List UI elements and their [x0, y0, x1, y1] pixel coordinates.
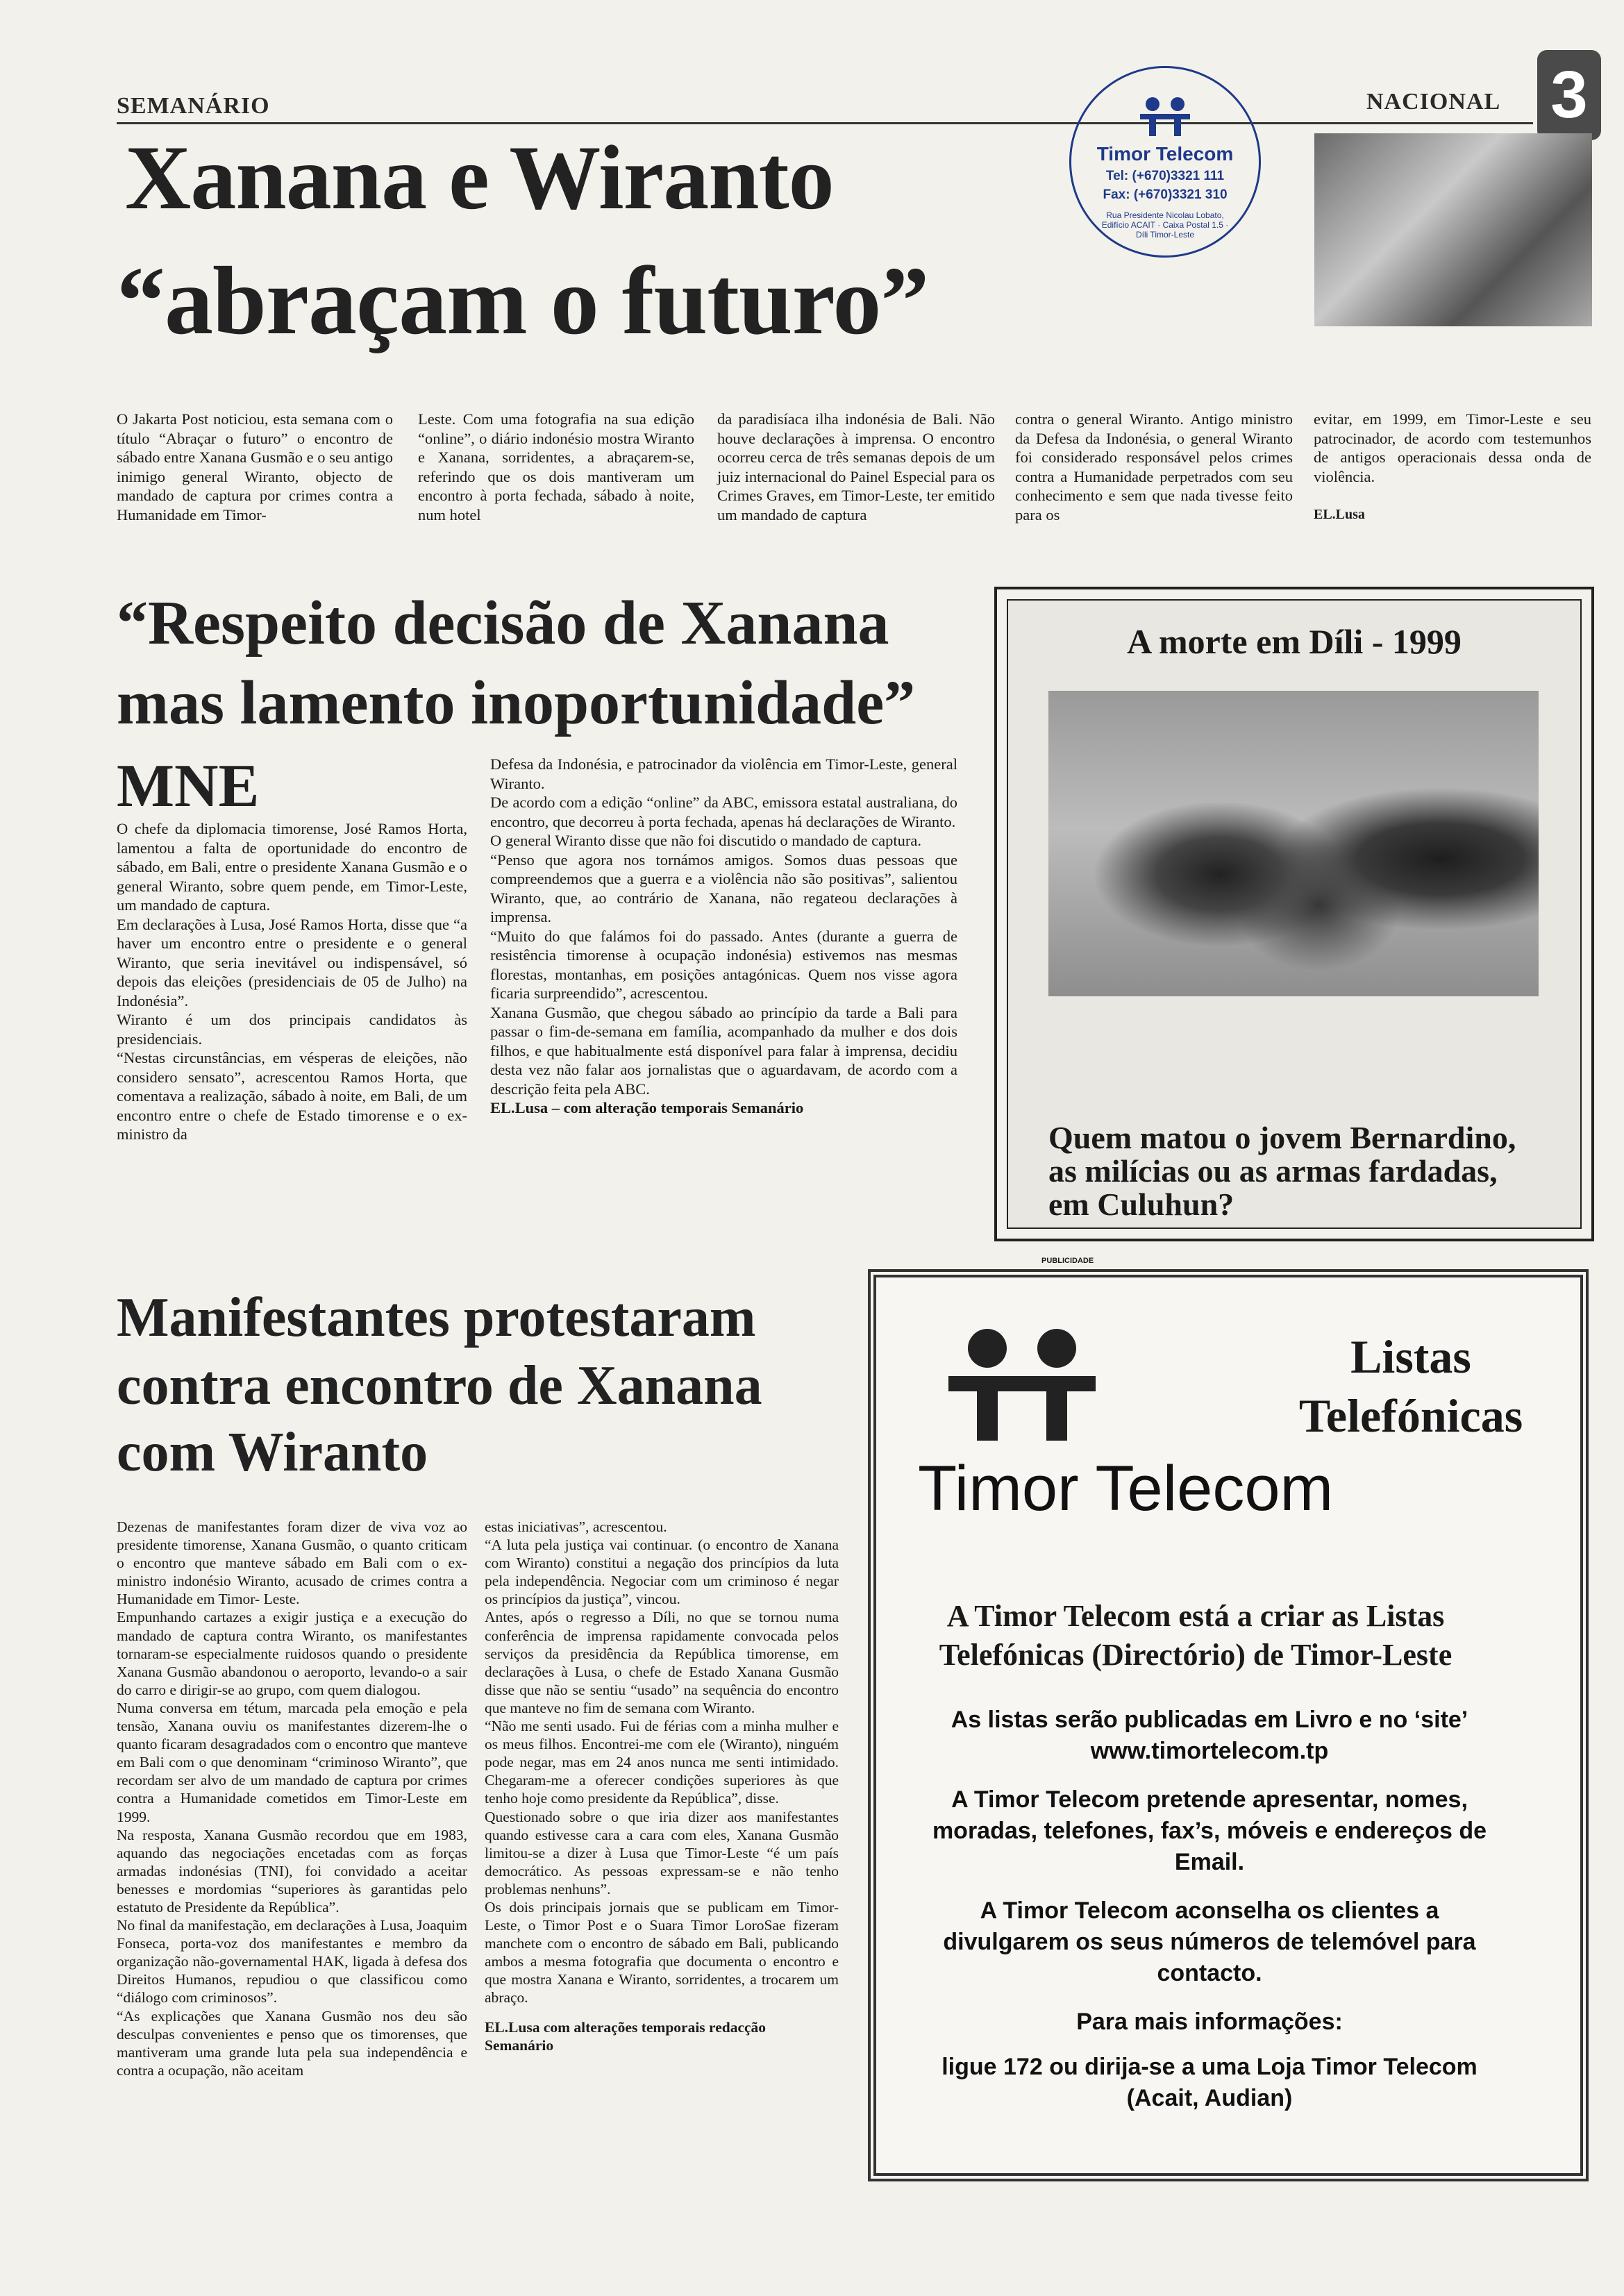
- article3-credit-line2: Semanário: [485, 2036, 554, 2054]
- stamp-tel: Tel: (+670)3321 111: [1105, 169, 1225, 183]
- section-label-left: SEMANÁRIO: [117, 93, 270, 119]
- ad-paragraph-4: Para mais informações:: [1076, 2009, 1343, 2035]
- stamp-company: Timor Telecom: [1096, 143, 1234, 165]
- article3-col1: [117, 1518, 467, 2079]
- article2-col1-p4: “Nestas circunstâncias, em vésperas de eleições, não considero sensato”, acrescentou Ramos Horta, que comentava a realização, sábado à noite, em Bali, de um encontro entre o chefe de Estado timorense e o ex-ministro da: [117, 1049, 467, 1143]
- culuhun-photo: [1048, 691, 1539, 996]
- article3-col1-p4: Na resposta, Xanana Gusmão recordou que em 1983, aquando das negociações encetadas com as forças armadas indonésias (TNI), foi convidado a aceitar benesses e mordomias “superiores às garantidas pelo estatuto de Presidente da República”.: [117, 1826, 467, 1916]
- article2-credit: EL.Lusa – com alteração temporais Semanário: [490, 1099, 804, 1116]
- article2-col1-p3: Wiranto é um dos principais candidatos às presidenciais.: [117, 1011, 467, 1048]
- photo-box-title: A morte em Díli - 1999: [1127, 622, 1462, 661]
- timor-telecom-logo-icon: [1137, 96, 1193, 137]
- article1-credit: EL.Lusa: [1314, 507, 1365, 522]
- article1-col5-text: evitar, em 1999, em Timor-Leste e seu patrocinador, de acordo com testemunhos de antigos operacionais dessa onda de violência.: [1314, 410, 1591, 485]
- ad-title-line1: Listas: [1350, 1330, 1471, 1383]
- article2-title-line2: mas lamento inoportunidade”: [117, 669, 916, 737]
- article2-col2-p4: “Penso que agora nos tornámos amigos. Somos duas pessoas que compreendemos que a guerra e a violência não são positivas”, salientou Wiranto, que, ao contrário de Xanana, não regateou declarações à imprensa.: [490, 850, 957, 925]
- advertisement: [868, 1269, 1589, 2181]
- article3-col1-p6: “As explicações que Xanana Gusmão nos deu são desculpas convenientes e penso que os timorenses, que mantiveram uma grande luta pela sua independência e contra a ocupação, não aceitam: [117, 2007, 467, 2079]
- stamp-fax: Fax: (+670)3321 310: [1103, 187, 1228, 202]
- article3-col2-p3: Antes, após o regresso a Díli, no que se tornou numa conferência de imprensa rapidamente convocada pelos serviços da presidência da República timorense, em declarações à Lusa, o chefe de Estado Xanana Gusmão disse que não se sentiu “usado” na sequência do encontro que manteve no fim de semana com Wiranto.: [485, 1609, 839, 1716]
- ad-paragraph-2: A Timor Telecom pretende apresentar, nomes, moradas, telefones, fax’s, móveis e endereços de Email.: [932, 1786, 1487, 1875]
- article2-col2: [490, 755, 957, 1118]
- article2-col2-p1: Defesa da Indonésia, e patrocinador da violência em Timor-Leste, general Wiranto.: [490, 755, 957, 792]
- article3-credit-line1: EL.Lusa com alterações temporais redacção: [485, 2018, 767, 2036]
- article2-col2-p3: O general Wiranto disse que não foi discutido o mandado de captura.: [490, 832, 921, 849]
- article3-col1-p1: Dezenas de manifestantes foram dizer de viva voz ao presidente timorense, Xanana Gusmão, o quanto criticam o encontro que manteve sábado em Bali com o ex-ministro indonésio Wiranto, acusado de crimes contra a Humanidade em Timor- Leste.: [117, 1518, 467, 1608]
- article2-col1: [117, 819, 467, 1144]
- article1-title-line2: “abraçam o futuro”: [117, 247, 929, 355]
- article1-col5: [1314, 410, 1591, 525]
- timor-telecom-logo-icon: [939, 1326, 1105, 1441]
- article2-col2-p6: Xanana Gusmão, que chegou sábado ao princípio da tarde a Bali para passar o fim-de-semana em família, acompanhado da mulher e dos dois filhos, e que habitualmente está disponível para falar à imprensa, decidiu desta vez não falar aos jornalistas que o aguardavam, de acordo com a descrição feita pela ABC.: [490, 1003, 957, 1098]
- article3-col2: [485, 1518, 839, 2054]
- ad-label: PUBLICIDADE: [1041, 1257, 1094, 1265]
- article2-kicker: MNE: [117, 753, 260, 820]
- photo-box-inner: [1007, 599, 1582, 1229]
- article2-col2-p2: De acordo com a edição “online” da ABC, emissora estatal australiana, do encontro, que decorreu à porta fechada, apenas há declarações de Wiranto.: [490, 794, 957, 830]
- article3-col1-p3: Numa conversa em tétum, marcada pela emoção e pela tensão, Xanana ouviu os manifestantes dizerem-lhe o quanto ficaram desagradados com o encontro que manteve em Bali com o que denominam “criminoso Wiranto”, que recordam ser alvo de um mandado de captura por crimes contra a Humanidade cometidos em Timor-Leste em 1999.: [117, 1699, 467, 1825]
- xanana-wiranto-photo: [1314, 133, 1592, 326]
- article3-title-line3: com Wiranto: [117, 1422, 428, 1483]
- article3-title-line2: contra encontro de Xanana: [117, 1355, 762, 1416]
- stamp-address: Rua Presidente Nicolau Lobato, Edifício ACAIT · Caixa Postal 1.5 · Díli Timor-Leste: [1101, 210, 1229, 240]
- article1-title-line1: Xanana e Wiranto: [125, 126, 834, 228]
- article1-col4: contra o general Wiranto. Antigo ministro da Defesa da Indonésia, o general Wiranto foi considerado responsável pelos crimes contra a Humanidade perpetrados com seu conhecimento e sem que nada tivesse feito para os: [1015, 410, 1293, 523]
- ad-headline: A Timor Telecom está a criar as Listas Telefónicas (Directório) de Timor-Leste: [939, 1599, 1453, 1672]
- section-label-right: NACIONAL: [1366, 89, 1501, 115]
- article3-col2-p4: “Não me senti usado. Fui de férias com a minha mulher e os meus filhos. Encontrei-me com ele (Wiranto), ninguém pode negar, mas em 24 anos nunca me senti intimidado. Chegaram-me a oferecer condições superiores às que tenho hoje como presidente da República”, disse.: [485, 1718, 839, 1807]
- article1-col2: Leste. Com uma fotografia na sua edição “online”, o diário indonésio mostra Wiranto e Xanana, sorridentes, a abraçarem-se, referindo que os dois mantiveram um encontro à porta fechada, sábado à noite, num hotel: [418, 410, 694, 523]
- article3-col2-p5: Questionado sobre o que iria dizer aos manifestantes quando estivesse cara a cara com eles, Xanana Gusmão limitou-se a dizer à Lusa que Timor-Leste “é um país democrático. As pessoas expressam-se e não tenho problemas nenhuns”.: [485, 1808, 839, 1897]
- article3-title-line1: Manifestantes protestaram: [117, 1287, 756, 1348]
- article1-col3: da paradisíaca ilha indonésia de Bali. Não houve declarações à imprensa. O encontro ocorreu cerca de três semanas depois de um juiz internacional do Painel Especial para os Crimes Graves, em Timor-Leste, ter emitido um mandado de captura: [717, 410, 995, 523]
- header-rule: [117, 122, 1533, 124]
- ad-paragraph-3: A Timor Telecom aconselha os clientes a divulgarem os seus números de telemóvel para contacto.: [943, 1897, 1476, 1986]
- ad-paragraph-1: As listas serão publicadas em Livro e no ‘site’ www.timortelecom.tp: [951, 1707, 1468, 1764]
- article2-col1-p2: Em declarações à Lusa, José Ramos Horta, disse que “a haver um encontro entre o presidente e o general Wiranto, que seria inevitável ou indispensável, só depois das eleições (presidenciais de 05 de Julho) na Indonésia”.: [117, 915, 467, 1009]
- article2-title-line1: “Respeito decisão de Xanana: [117, 589, 889, 657]
- article2-col2-p5: “Muito do que falámos foi do passado. Antes (durante a guerra de resistência timorense à ocupação indonésia) estivemos nas mesmas florestas, montanhas, em posições antagónicas. Quem nos visse agora ficaria surpreendido”, acrescentou.: [490, 927, 957, 1002]
- article3-col1-p5: No final da manifestação, em declarações à Lusa, Joaquim Fonseca, porta-voz dos manifestantes e membro da organização não-governamental HAK, ligada à defesa dos Direitos Humanos, repudiou o que classificou como “diálogo com criminosos”.: [117, 1917, 467, 2006]
- article1-col1: O Jakarta Post noticiou, esta semana com o título “Abraçar o futuro” o encontro de sábado entre Xanana Gusmão e o seu antigo inimigo general Wiranto, objecto de mandado de captura por crimes contra a Humanidade em Timor-: [117, 410, 393, 523]
- company-stamp: [1069, 66, 1261, 258]
- ad-brand: Timor Telecom: [918, 1453, 1334, 1524]
- article3-col2-p6: Os dois principais jornais que se publicam em Timor-Leste, o Timor Post e o Suara Timor LoroSae fizeram manchete com o encontro de sábado em Bali, publicando ambos a mesma fotografia que documenta o encontro e que mostra Xanana e Wiranto, sorridentes, a trocarem um abraço.: [485, 1898, 839, 2006]
- ad-paragraph-5: ligue 172 ou dirija-se a uma Loja Timor Telecom (Acait, Audian): [941, 2054, 1477, 2111]
- article3-col2-p1: estas iniciativas”, acrescentou.: [485, 1518, 667, 1535]
- article3-col2-p2: “A luta pela justiça vai continuar. (o encontro de Xanana com Wiranto) constitui a negação dos princípios da luta pela independência. Negociar com um criminoso é negar os princípios da justiça”, vincou.: [485, 1536, 839, 1608]
- photo-box: [994, 587, 1594, 1241]
- photo-box-caption: Quem matou o jovem Bernardino, as milícias ou as armas fardadas, em Culuhun?: [1048, 1120, 1516, 1222]
- article2-col1-p1: O chefe da diplomacia timorense, José Ramos Horta, lamentou a falta de oportunidade do encontro de sábado, em Bali, entre o presidente Xanana Gusmão e o general Wiranto, sobre quem pende, em Timor-Leste, um mandado de captura.: [117, 820, 467, 914]
- page-number: 3: [1537, 50, 1601, 140]
- article3-col1-p2: Empunhando cartazes a exigir justiça e a execução do mandado de captura contra Wiranto, os manifestantes tornaram-se especialmente ruidosos quando o presidente Xanana Gusmão abandonou o aeroporto, levando-o a sair do carro e dirigir-se ao grupo, com quem dialogou.: [117, 1609, 467, 1698]
- ad-title-line2: Telefónicas: [1298, 1389, 1523, 1442]
